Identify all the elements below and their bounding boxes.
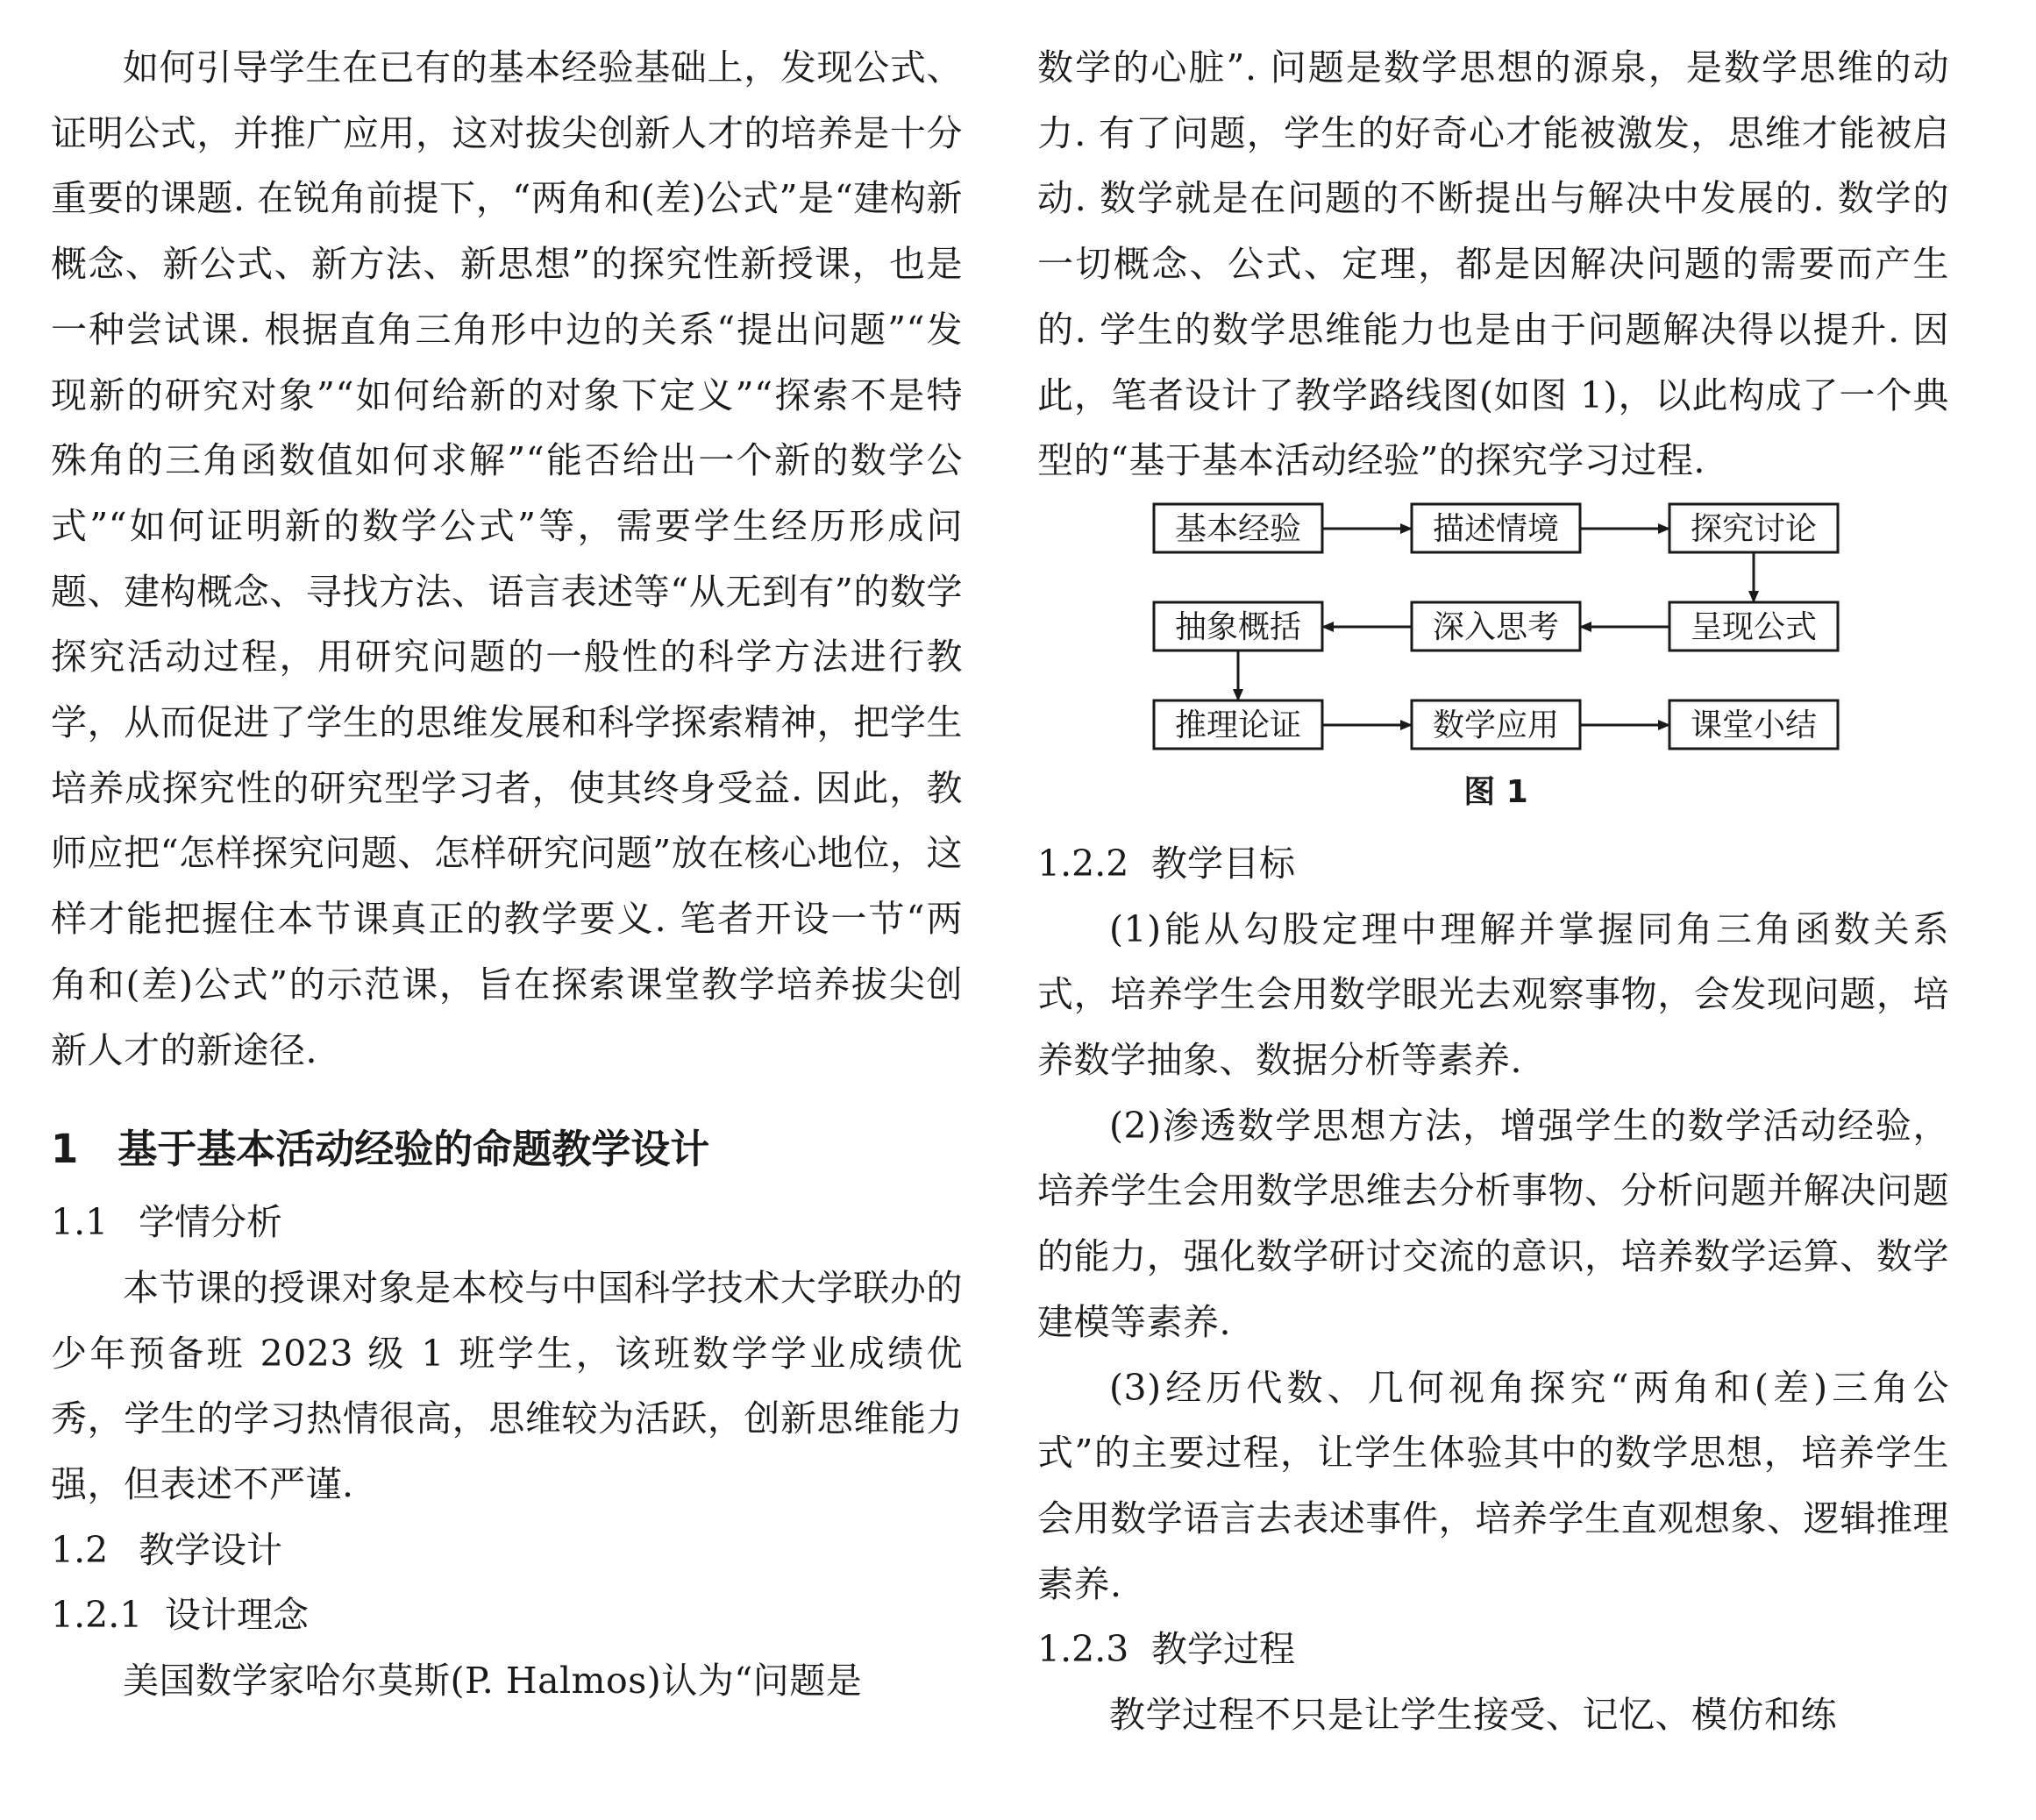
section-title: 设计理念 [165, 1594, 309, 1637]
section-title: 学情分析 [139, 1201, 282, 1244]
flow-label: 抽象概括 [1174, 608, 1302, 645]
flowchart-svg [1037, 494, 1949, 831]
continued-paragraph: 数学的心脏”. 问题是数学思想的源泉，是数学思维的动力. 有了问题，学生的好奇心才能被激发，思维才能被启动. 数学就是在问题的不断提出与解决中发展的. 数学的一切概念、公式、定理，都是因解决问题的需要而产生的. 学生的数学思维能力也是由于问题解决得以提升. 因此，笔者设计了教学路线图(如图 1)，以此构成了一个典型的“基于基本活动经验”的探究学习过程. [1037, 46, 1949, 482]
section-1-2-2-heading [1037, 831, 1949, 897]
figure-caption: 图 1 [1463, 773, 1528, 810]
section-number: 1.2.3 [1037, 1628, 1129, 1671]
section-number: 1.2 [51, 1528, 109, 1571]
flow-label: 课堂小结 [1690, 707, 1818, 743]
flow-label: 数学应用 [1432, 707, 1560, 743]
section-1-2-1-heading [51, 1582, 963, 1648]
section-1-heading: 1 基于基本活动经验的命题教学设计 [51, 1126, 710, 1173]
intro-paragraph: 如何引导学生在已有的基本经验基础上，发现公式、证明公式，并推广应用，这对拔尖创新人才的培养是十分重要的课题. 在锐角前提下，“两角和(差)公式”是“建构新概念、新公式、新方法、新思想”的探究性新授课，也是一种尝试课. 根据直角三角形中边的关系“提出问题”“发现新的研究对象”“如何给新的对象下定义”“探索不是特殊角的三角函数值如何求解”“能否给出一个新的数学公式”“如何证明新的数学公式”等，需要学生经历形成问题、建构概念、寻找方法、语言表述等“从无到有”的数学探究活动过程，用研究问题的一般性的科学方法进行教学，从而促进了学生的思维发展和科学探索精神，把学生培养成探究性的研究型学习者，使其终身受益. 因此，教师应把“怎样探究问题、怎样研究问题”放在核心地位，这样才能把握住本节课真正的教学要义. 笔者开设一节“两角和(差)公式”的示范课，旨在探索课堂教学培养拔尖创新人才的新途径. [51, 46, 963, 1071]
section-number: 1.2.1 [51, 1594, 143, 1637]
left-column [51, 35, 963, 1714]
flow-label: 推理论证 [1174, 707, 1302, 743]
flow-label: 深入思考 [1432, 608, 1560, 645]
goal-1-paragraph: (1)能从勾股定理中理解并掌握同角三角函数关系式，培养学生会用数学眼光去观察事物，会发现问题，培养数学抽象、数据分析等素养. [1037, 907, 1949, 1082]
section-number: 1.2.2 [1037, 842, 1129, 885]
flow-label: 呈现公式 [1690, 608, 1818, 645]
section-title: 教学设计 [139, 1528, 282, 1571]
section-1-1-heading [51, 1190, 963, 1255]
flow-label: 探究讨论 [1690, 510, 1818, 547]
section-title: 教学过程 [1151, 1628, 1295, 1671]
section-1-2-3-heading [1037, 1617, 1949, 1682]
section-title: 教学目标 [1151, 842, 1295, 885]
goal-2-paragraph: (2)渗透数学思想方法，增强学生的数学活动经验，培养学生会用数学思维去分析事物、分析问题并解决问题的能力，强化数学研讨交流的意识，培养数学运算、数学建模等素养. [1037, 1104, 1949, 1343]
section-1-2-1-paragraph: 美国数学家哈尔莫斯(P. Halmos)认为“问题是 [123, 1660, 863, 1703]
section-1-1-paragraph: 本节课的授课对象是本校与中国科学技术大学联办的少年预备班 2023 级 1 班学生，该班数学学业成绩优秀，学生的学习热情很高，思维较为活跃，创新思维能力强，但表述不严谨. [51, 1266, 963, 1506]
flow-label: 描述情境 [1432, 510, 1560, 547]
flow-label: 基本经验 [1174, 510, 1302, 547]
figure-1-flowchart [1037, 494, 1949, 831]
goal-3-paragraph: (3)经历代数、几何视角探究“两角和(差)三角公式”的主要过程，让学生体验其中的数学思想，培养学生会用数学语言去表述事件，培养学生直观想象、逻辑推理素养. [1037, 1366, 1949, 1605]
section-1-2-heading [51, 1518, 963, 1583]
right-column [1037, 35, 1949, 1748]
section-number: 1.1 [51, 1201, 109, 1244]
section-1-2-3-paragraph: 教学过程不只是让学生接受、记忆、模仿和练 [1109, 1694, 1837, 1737]
